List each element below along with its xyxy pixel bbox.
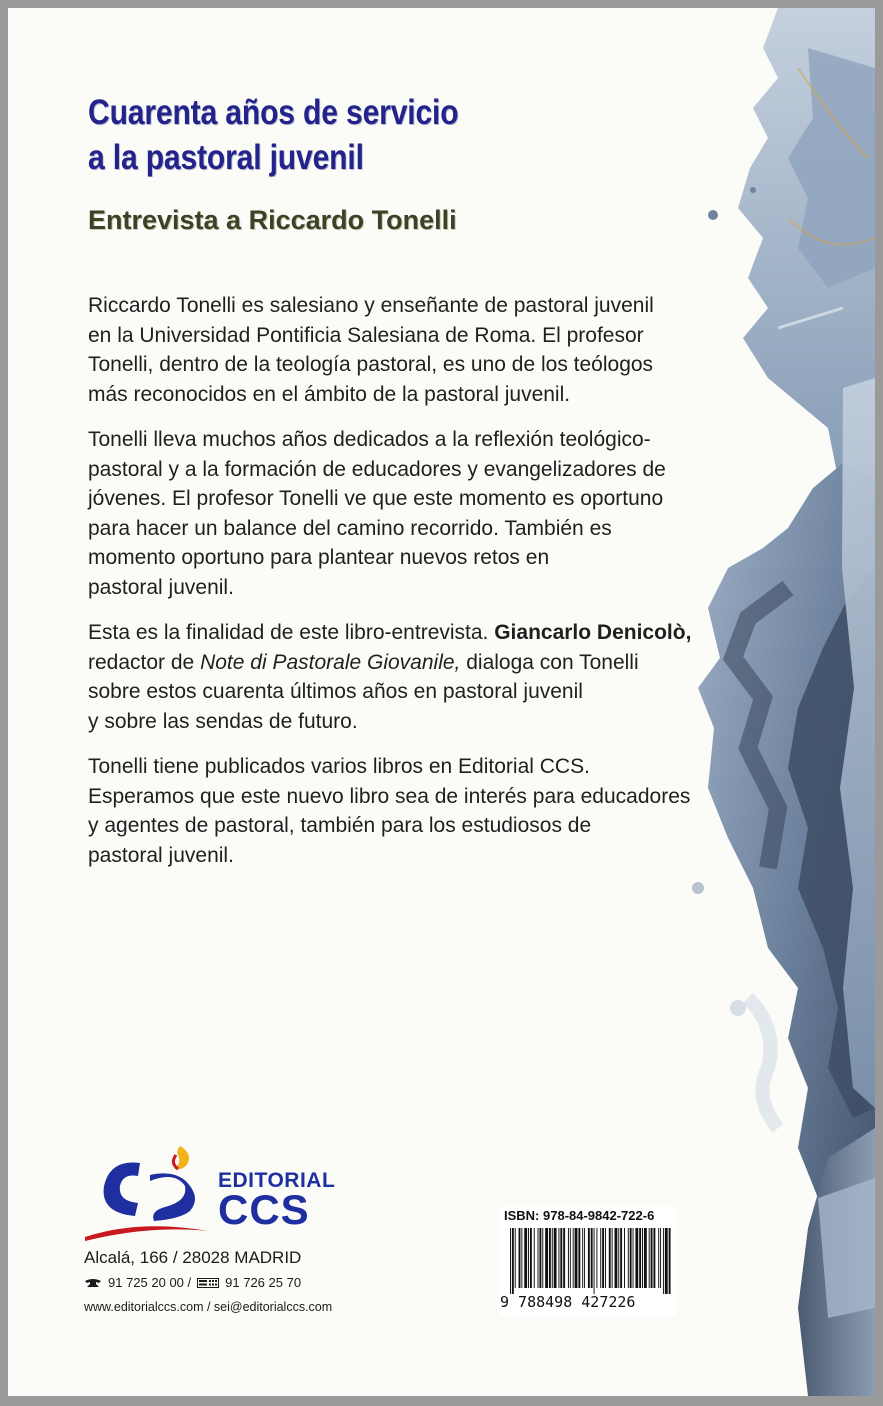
barcode-bar (512, 1228, 514, 1294)
blurb (88, 291, 738, 886)
barcode-bar (534, 1228, 535, 1288)
barcode-bar (660, 1228, 661, 1288)
text-line: Tonelli lleva muchos años dedicados a la reflexión teológico- (88, 428, 651, 451)
text-line: más reconocidos en el ámbito de la pastoral juvenil. (88, 382, 571, 406)
publication-name: Note di Pastorale Giovanile, (200, 650, 461, 674)
barcode-bar (600, 1228, 601, 1288)
isbn-label: ISBN: 978-84-9842-722-6 (504, 1208, 655, 1223)
barcode-bar (612, 1228, 613, 1288)
text-line: y agentes de pastoral, también para los estudiosos de (88, 814, 592, 837)
publisher-name-word: EDITORIAL (218, 1169, 336, 1192)
fax-icon (197, 1278, 219, 1288)
barcode-bar (578, 1228, 580, 1288)
barcode-bar (545, 1228, 548, 1288)
barcode-bar (609, 1228, 611, 1288)
barcode-bar (530, 1228, 532, 1288)
barcode-bar (633, 1228, 634, 1288)
barcode-bar (642, 1228, 643, 1288)
title-line-2: a la pastoral juvenil (88, 138, 364, 177)
book-back-cover (8, 8, 875, 1396)
barcode-bar (665, 1228, 668, 1294)
barcode-bar (594, 1228, 595, 1294)
barcode-bar (538, 1228, 539, 1288)
barcode-bar (521, 1228, 522, 1288)
barcode-bar (549, 1228, 551, 1288)
text-line: Tonelli tiene publicados varios libros en Editorial CCS. (88, 755, 590, 778)
blurb-paragraph-4 (88, 752, 738, 870)
barcode-bar (615, 1228, 618, 1288)
text-line (88, 648, 738, 678)
text-line: sobre estos cuarenta últimos años en pastoral juvenil (88, 680, 583, 703)
barcode-bar (552, 1228, 553, 1288)
text-line: Tonelli, dentro de la teología pastoral, es uno de los teólogos (88, 353, 654, 376)
barcode-bar (542, 1228, 543, 1288)
barcode-bar (605, 1228, 606, 1288)
fax-number: 91 726 25 70 (225, 1275, 302, 1290)
barcode-bar (568, 1228, 569, 1288)
barcode-bar (624, 1228, 625, 1288)
barcode-bar (639, 1228, 641, 1288)
barcode-bar (649, 1228, 650, 1288)
barcode-block (500, 1206, 676, 1316)
barcode-bars (502, 1228, 674, 1294)
barcode-bar (628, 1228, 629, 1288)
telephone-icon (84, 1278, 102, 1288)
text-line: para hacer un balance del camino recorrido. También es (88, 516, 612, 540)
barcode-bar (558, 1228, 559, 1288)
barcode-bar (554, 1228, 557, 1288)
publisher-address: Alcalá, 166 / 28028 MADRID (84, 1248, 302, 1267)
author-name: Giancarlo Denicolò, (494, 621, 692, 644)
barcode-bar (669, 1228, 671, 1294)
publisher-contact (84, 1275, 301, 1290)
barcode-bar (510, 1228, 511, 1294)
barcode-bar (582, 1228, 583, 1288)
barcode-bar (524, 1228, 527, 1288)
barcode-digits: 9 788498 427226 (500, 1293, 636, 1311)
publisher-name-ccs: CCS (218, 1186, 310, 1233)
barcode-bar (515, 1228, 516, 1288)
barcode-bar (519, 1228, 521, 1288)
barcode-bar (570, 1228, 571, 1288)
book-title (88, 90, 458, 180)
text-line: momento oportuno para plantear nuevos retos en (88, 546, 550, 569)
barcode-bar (591, 1228, 593, 1288)
barcode-bar (658, 1228, 659, 1288)
text-line: pastoral y a la formación de educadores y evangelizadores de (88, 457, 666, 481)
text-line: en la Universidad Pontificia Salesiana de Roma. El profesor (88, 323, 644, 347)
text-line: Riccardo Tonelli es salesiano y enseñante de pastoral juvenil (88, 294, 654, 317)
text-line: jóvenes. El profesor Tonelli ve que este momento es oportuno (88, 487, 664, 510)
barcode-bar (596, 1228, 597, 1288)
barcode-bar (630, 1228, 632, 1288)
barcode-bar (644, 1228, 647, 1288)
text-run: Esta es la finalidad de este libro-entrevista. (88, 621, 495, 644)
text-run: dialoga con Tonelli (460, 650, 639, 674)
title-line-1: Cuarenta años de servicio (88, 93, 459, 132)
text-line: pastoral juvenil. (88, 843, 234, 867)
blurb-paragraph-1 (88, 291, 738, 409)
barcode-bar (528, 1228, 529, 1288)
text-line: pastoral juvenil. (88, 575, 234, 599)
barcode-bar (573, 1228, 574, 1288)
text-line: Esperamos que este nuevo libro sea de interés para educadores (88, 784, 691, 808)
barcode-bar (651, 1228, 653, 1288)
text-line (88, 618, 738, 648)
barcode-bar (563, 1228, 565, 1288)
barcode-bar (618, 1228, 619, 1288)
blurb-paragraph-3 (88, 618, 738, 736)
text-run: redactor de (88, 650, 201, 674)
barcode-bar (635, 1228, 638, 1288)
barcode-bar (653, 1228, 655, 1288)
barcode-bar (588, 1228, 590, 1288)
publisher-web-email: www.editorialccs.com / sei@editorialccs.com (84, 1300, 333, 1314)
barcode-bar (663, 1228, 664, 1294)
ccs-logo (80, 1141, 210, 1241)
barcode-bar (602, 1228, 604, 1288)
barcode-bar (575, 1228, 578, 1288)
barcode-bar (584, 1228, 585, 1288)
book-subtitle: Entrevista a Riccardo Tonelli (88, 205, 457, 235)
barcode-bar (560, 1228, 562, 1288)
phone-number: 91 725 20 00 / (108, 1275, 192, 1290)
blurb-paragraph-2 (88, 425, 738, 602)
barcode-bar (539, 1228, 541, 1288)
text-line: y sobre las sendas de futuro. (88, 709, 358, 733)
barcode-bar (620, 1228, 622, 1288)
